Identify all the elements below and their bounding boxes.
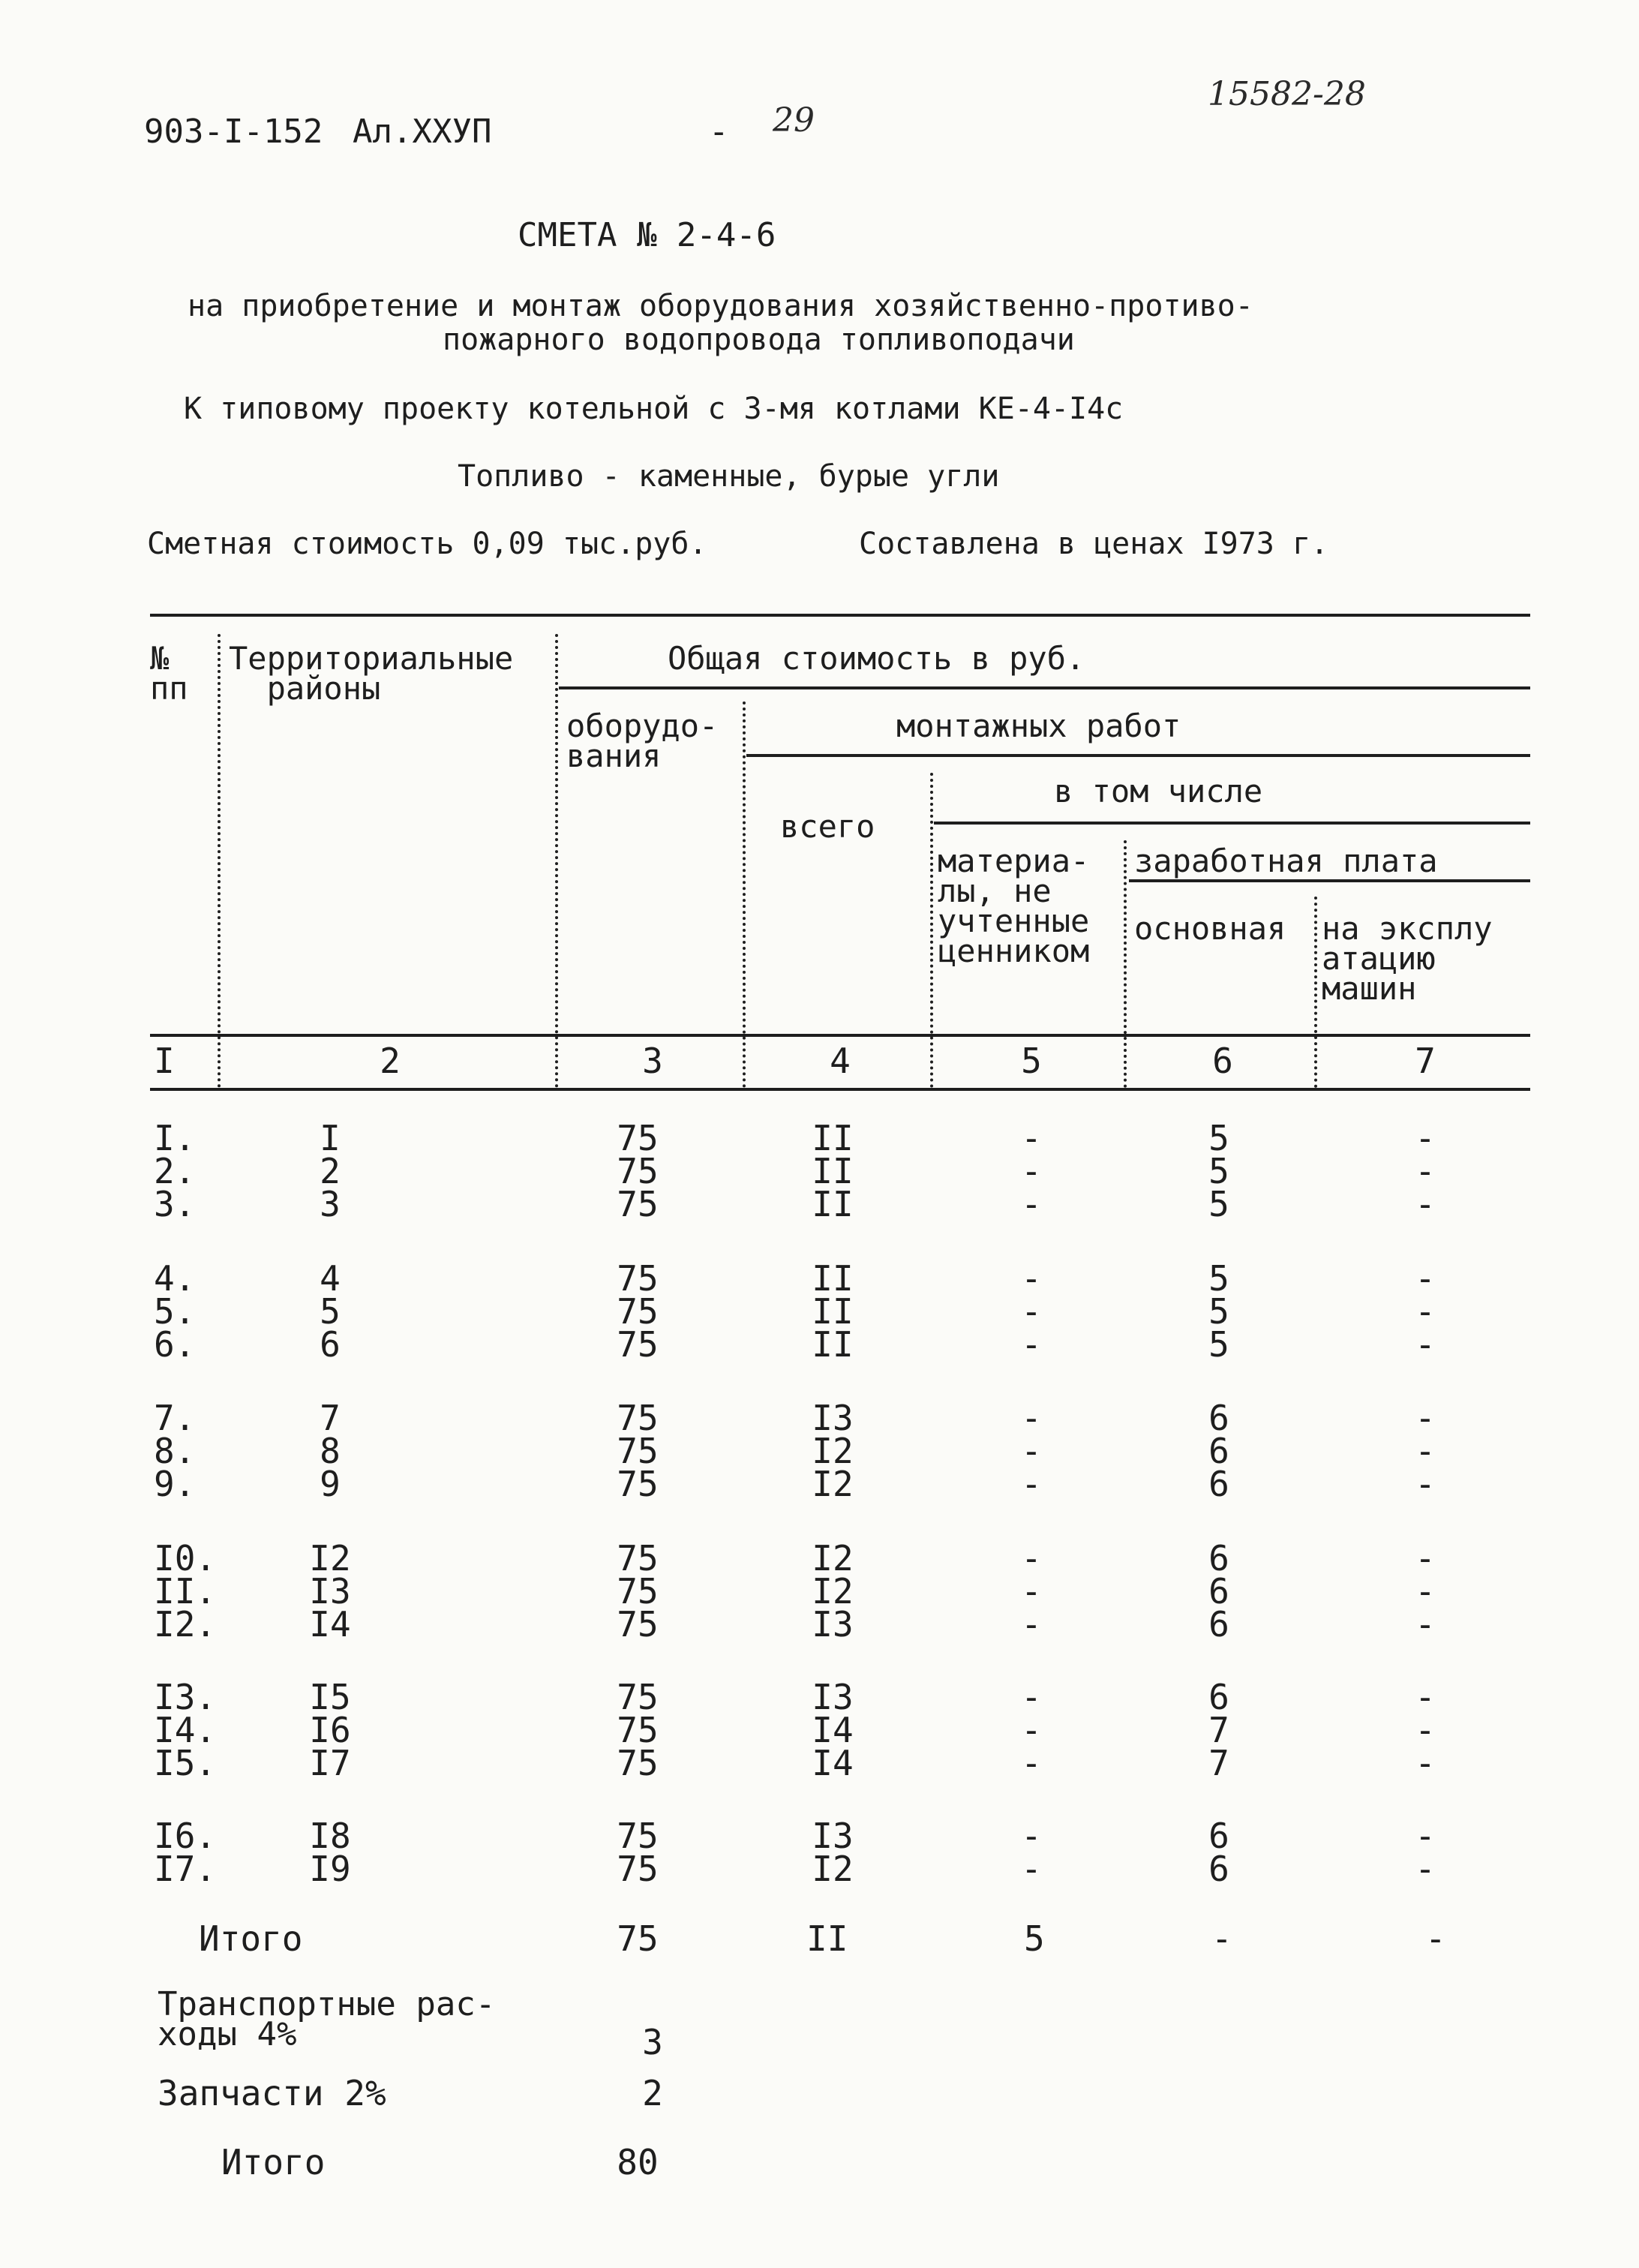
col-number-5: 5 [1021, 1041, 1042, 1081]
spares-label: Запчасти 2% [158, 2073, 386, 2113]
row-num: I0. II. I2. [154, 1538, 217, 1645]
row-equipment: 75 75 75 [617, 1118, 659, 1224]
row-total: I3 I4 I4 [812, 1677, 854, 1783]
rule-below-col-numbers [150, 1088, 1530, 1091]
page-number: 29 [773, 101, 815, 140]
row-total: II II II [812, 1258, 854, 1365]
row-basic: 6 6 [1208, 1816, 1229, 1889]
header-materials: материа- лы, не учтенные ценником [938, 843, 1090, 969]
itogo-1-materials: 5 [1024, 1918, 1045, 1959]
header-machines: на эксплу атацию машин [1322, 910, 1493, 1007]
col-sep-4 [930, 773, 933, 1088]
row-total: I2 I2 I3 [812, 1538, 854, 1645]
rule-under-including [934, 822, 1530, 825]
row-num: 7. 8. 9. [154, 1398, 196, 1504]
itogo-1-equipment: 75 [617, 1918, 659, 1959]
album-code: Ал.XXУП [353, 113, 492, 151]
rule-above-col-numbers [150, 1034, 1530, 1037]
header-total-cost: Общая стоимость в руб. [668, 640, 1085, 677]
itogo-2-value: 80 [617, 2142, 659, 2182]
row-num: I. 2. 3. [154, 1118, 196, 1224]
estimate-title: СМЕТА № 2-4-6 [518, 216, 776, 254]
row-equipment: 75 75 75 [617, 1677, 659, 1783]
col-sep-3 [743, 701, 746, 1088]
purpose-line-1: на приобретение и монтаж оборудования хозяйственно-противо- [188, 289, 1253, 323]
row-materials: - - - [1021, 1398, 1042, 1504]
itogo-1-label: Итого [199, 1918, 303, 1959]
header-wages: заработная плата [1134, 843, 1438, 879]
transport-label: Транспортные рас- ходы 4% [158, 1985, 496, 2053]
itogo-1-total: II [806, 1918, 848, 1959]
row-equipment: 75 75 75 [617, 1258, 659, 1365]
itogo-1-basic: - [1211, 1918, 1232, 1959]
row-num: I6. I7. [154, 1816, 217, 1889]
header-including: в том числе [1054, 773, 1263, 810]
row-basic: 5 5 5 [1208, 1258, 1229, 1365]
table-top-rule [150, 614, 1530, 617]
transport-value: 3 [642, 2022, 663, 2062]
col-number-2: 2 [380, 1041, 401, 1081]
row-equipment: 75 75 75 [617, 1538, 659, 1645]
row-basic: 6 6 6 [1208, 1538, 1229, 1645]
header-districts: Территориальные районы [229, 640, 514, 707]
row-basic: 5 5 5 [1208, 1118, 1229, 1224]
col-sep-1 [218, 634, 221, 1088]
header-equipment: оборудо- вания [566, 707, 719, 774]
purpose-line-2: пожарного водопровода топливоподачи [443, 323, 1075, 357]
col-number-1: I [154, 1041, 175, 1081]
col-number-6: 6 [1212, 1041, 1233, 1081]
row-materials: - - - [1021, 1258, 1042, 1365]
row-machines: - - - [1415, 1398, 1436, 1504]
project-line: К типовому проекту котельной с 3-мя котлами КЕ-4-I4с [184, 392, 1124, 426]
col-sep-2 [555, 634, 558, 1088]
itogo-2-label: Итого [221, 2142, 326, 2182]
row-machines: - - - [1415, 1538, 1436, 1645]
row-district: I8 I9 [309, 1816, 351, 1889]
fuel-line: Топливо - каменные, бурые угли [458, 459, 1000, 494]
row-materials: - - - [1021, 1677, 1042, 1783]
row-machines: - - - [1415, 1677, 1436, 1783]
prices-line: Составлена в ценах I973 г. [859, 527, 1329, 561]
rule-under-total-cost [559, 686, 1530, 689]
cost-line: Сметная стоимость 0,09 тыс.руб. [147, 527, 707, 561]
rule-under-installation [746, 754, 1530, 757]
header-installation: монтажных работ [896, 707, 1181, 744]
row-num: 4. 5. 6. [154, 1258, 196, 1365]
doc-code: 903-I-152 [144, 113, 323, 151]
row-machines: - - - [1415, 1258, 1436, 1365]
row-machines: - - - [1415, 1118, 1436, 1224]
col-number-7: 7 [1415, 1041, 1436, 1081]
row-equipment: 75 75 75 [617, 1398, 659, 1504]
row-district: 7 8 9 [320, 1398, 341, 1504]
header-num: № пп [150, 640, 188, 707]
row-total: II II II [812, 1118, 854, 1224]
row-basic: 6 6 6 [1208, 1398, 1229, 1504]
itogo-1-machines: - [1425, 1918, 1446, 1959]
row-materials: - - - [1021, 1538, 1042, 1645]
row-district: I2 I3 I4 [309, 1538, 351, 1645]
row-materials: - - [1021, 1816, 1042, 1889]
row-machines: - - [1415, 1816, 1436, 1889]
row-equipment: 75 75 [617, 1816, 659, 1889]
header-basic: основная [1134, 910, 1286, 947]
header-dash: - [709, 113, 729, 151]
row-num: I3. I4. I5. [154, 1677, 217, 1783]
col-number-4: 4 [830, 1041, 851, 1081]
rule-under-wages [1129, 879, 1530, 882]
col-number-3: 3 [642, 1041, 663, 1081]
row-district: I 2 3 [320, 1118, 341, 1224]
spares-value: 2 [642, 2073, 663, 2113]
inventory-number: 15582-28 [1208, 75, 1366, 113]
row-district: I5 I6 I7 [309, 1677, 351, 1783]
row-basic: 6 7 7 [1208, 1677, 1229, 1783]
row-total: I3 I2 I2 [812, 1398, 854, 1504]
row-materials: - - - [1021, 1118, 1042, 1224]
row-total: I3 I2 [812, 1816, 854, 1889]
row-district: 4 5 6 [320, 1258, 341, 1365]
header-total: всего [780, 808, 875, 845]
